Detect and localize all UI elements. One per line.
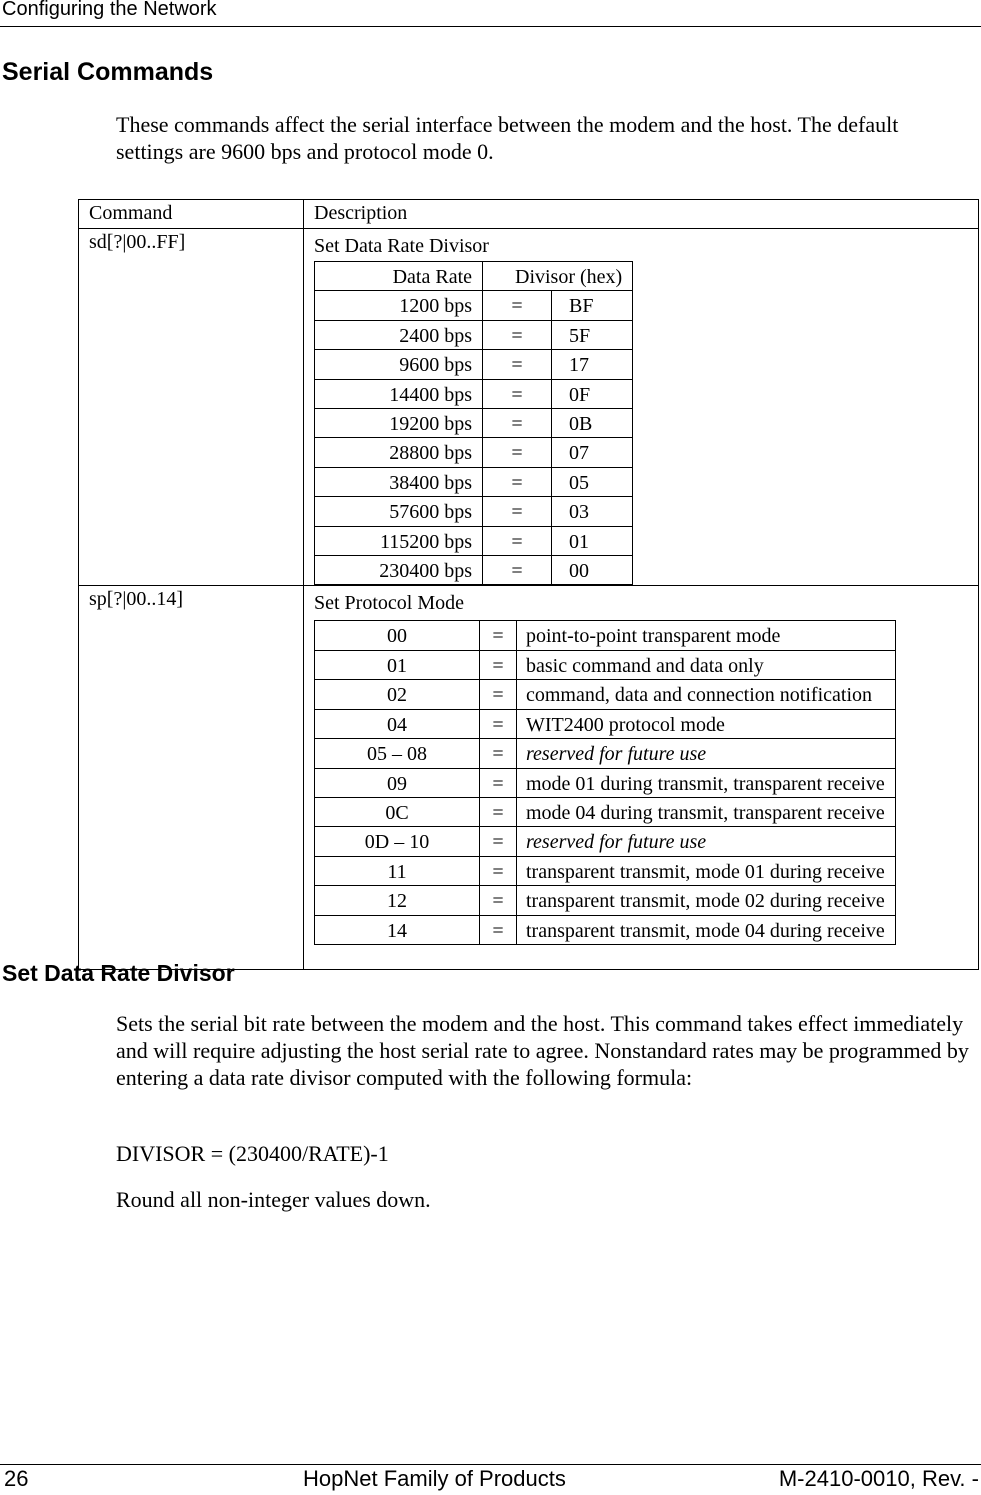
table-row — [315, 915, 896, 944]
table-row — [315, 680, 896, 709]
divisor-cell: 07 — [552, 438, 633, 467]
divisor-cell: 01 — [552, 526, 633, 555]
data-rate-cell: 9600 bps — [315, 350, 483, 379]
table-row-sp — [79, 586, 979, 969]
table-row — [315, 467, 633, 496]
data-rate-cell: 1200 bps — [315, 291, 483, 320]
data-rate-cell: 28800 bps — [315, 438, 483, 467]
command-sp: sp[?|00..14] — [79, 586, 304, 969]
rate-header-row — [315, 262, 633, 291]
table-row — [315, 497, 633, 526]
equals-cell: = — [483, 291, 552, 320]
mode-description-cell: mode 01 during transmit, transparent receive — [517, 768, 896, 797]
divisor-cell: 03 — [552, 497, 633, 526]
equals-cell: = — [483, 526, 552, 555]
description-sp — [304, 586, 979, 969]
table-row — [315, 379, 633, 408]
data-rate-cell: 14400 bps — [315, 379, 483, 408]
table-row — [315, 438, 633, 467]
mode-description-cell: transparent transmit, mode 01 during receive — [517, 856, 896, 885]
table-row — [315, 739, 896, 768]
table-row — [315, 526, 633, 555]
running-header — [0, 0, 981, 27]
mode-description-cell: WIT2400 protocol mode — [517, 709, 896, 738]
page-number: 26 — [4, 1466, 29, 1491]
product-name: HopNet Family of Products — [303, 1466, 566, 1491]
table-row — [315, 621, 896, 650]
data-rate-cell: 57600 bps — [315, 497, 483, 526]
table-row-sd — [79, 229, 979, 586]
mode-code-cell: 01 — [315, 650, 480, 679]
mode-code-cell: 14 — [315, 915, 480, 944]
sp-title: Set Protocol Mode — [314, 592, 464, 615]
table-row — [315, 827, 896, 856]
mode-code-cell: 11 — [315, 856, 480, 885]
data-rate-table — [314, 261, 633, 585]
mode-description-cell: basic command and data only — [517, 650, 896, 679]
table-row — [315, 768, 896, 797]
equals-cell: = — [480, 650, 517, 679]
table-row — [315, 350, 633, 379]
equals-cell: = — [480, 886, 517, 915]
equals-cell: = — [480, 621, 517, 650]
table-row — [315, 709, 896, 738]
table-row — [315, 856, 896, 885]
equals-cell: = — [480, 709, 517, 738]
equals-cell: = — [483, 438, 552, 467]
mode-code-cell: 0D – 10 — [315, 827, 480, 856]
rounding-note: Round all non-integer values down. — [116, 1187, 431, 1212]
divisor-cell: 0F — [552, 379, 633, 408]
mode-code-cell: 12 — [315, 886, 480, 915]
mode-description-cell: transparent transmit, mode 04 during receive — [517, 915, 896, 944]
equals-cell: = — [483, 320, 552, 349]
header-description: Description — [304, 200, 979, 229]
sd-title: Set Data Rate Divisor — [314, 235, 489, 257]
rate-col-head: Data Rate — [315, 262, 483, 291]
table-row — [315, 650, 896, 679]
data-rate-cell: 38400 bps — [315, 467, 483, 496]
divisor-cell: BF — [552, 291, 633, 320]
divisor-cell: 17 — [552, 350, 633, 379]
description-paragraph: Sets the serial bit rate between the modem and the host. This command takes effect immediately and will require adjusting the host serial rate to agree. Nonstandard rates may be programmed by entering a data rate divisor computed with the following formula: — [116, 1011, 969, 1090]
equals-cell: = — [483, 409, 552, 438]
mode-description-cell: reserved for future use — [517, 827, 896, 856]
equals-cell: = — [483, 497, 552, 526]
table-row — [315, 886, 896, 915]
equals-cell: = — [483, 350, 552, 379]
mode-code-cell: 00 — [315, 621, 480, 650]
divisor-col-head: Divisor (hex) — [483, 262, 633, 291]
document-number: M-2410-0010, Rev. - — [778, 1466, 979, 1491]
table-row — [315, 291, 633, 320]
data-rate-cell: 19200 bps — [315, 409, 483, 438]
section-heading: Serial Commands — [2, 58, 214, 86]
mode-description-cell: reserved for future use — [517, 739, 896, 768]
equals-cell: = — [480, 915, 517, 944]
equals-cell: = — [480, 827, 517, 856]
equals-cell: = — [483, 556, 552, 585]
equals-cell: = — [483, 379, 552, 408]
mode-description-cell: mode 04 during transmit, transparent receive — [517, 797, 896, 826]
header-section-title: Configuring the Network — [2, 0, 217, 20]
mode-description-cell: transparent transmit, mode 02 during receive — [517, 886, 896, 915]
mode-code-cell: 04 — [315, 709, 480, 738]
mode-code-cell: 05 – 08 — [315, 739, 480, 768]
command-sd: sd[?|00..FF] — [79, 229, 304, 586]
running-footer — [0, 1464, 981, 1495]
table-header-row — [79, 200, 979, 229]
table-row — [315, 409, 633, 438]
equals-cell: = — [480, 739, 517, 768]
table-row — [315, 797, 896, 826]
divisor-formula: DIVISOR = (230400/RATE)-1 — [116, 1141, 389, 1166]
divisor-cell: 05 — [552, 467, 633, 496]
mode-code-cell: 09 — [315, 768, 480, 797]
divisor-cell: 00 — [552, 556, 633, 585]
equals-cell: = — [480, 680, 517, 709]
protocol-mode-table — [314, 620, 896, 944]
data-rate-cell: 115200 bps — [315, 526, 483, 555]
intro-paragraph: These commands affect the serial interface between the modem and the host. The default settings are 9600 bps and protocol mode 0. — [116, 112, 899, 164]
equals-cell: = — [480, 856, 517, 885]
mode-description-cell: point-to-point transparent mode — [517, 621, 896, 650]
equals-cell: = — [480, 768, 517, 797]
command-table — [78, 199, 979, 970]
header-command: Command — [79, 200, 304, 229]
description-sd — [304, 229, 979, 586]
mode-code-cell: 02 — [315, 680, 480, 709]
table-row — [315, 556, 633, 585]
mode-code-cell: 0C — [315, 797, 480, 826]
subsection-heading: Set Data Rate Divisor — [2, 960, 235, 986]
mode-description-cell: command, data and connection notification — [517, 680, 896, 709]
table-row — [315, 320, 633, 349]
divisor-cell: 0B — [552, 409, 633, 438]
divisor-cell: 5F — [552, 320, 633, 349]
data-rate-cell: 230400 bps — [315, 556, 483, 585]
equals-cell: = — [483, 467, 552, 496]
equals-cell: = — [480, 797, 517, 826]
data-rate-cell: 2400 bps — [315, 320, 483, 349]
